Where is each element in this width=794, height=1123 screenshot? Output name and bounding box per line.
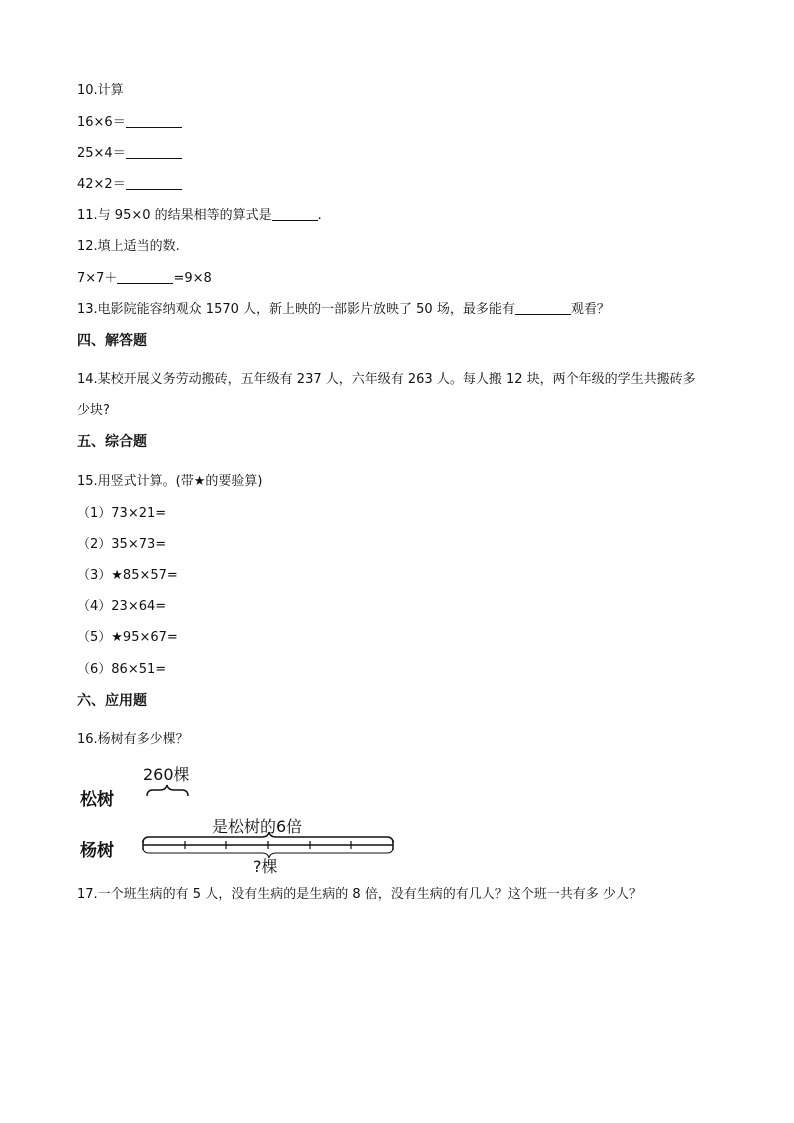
q17: 17.一个班生病的有 5 人，没有生病的是生病的 8 倍，没有生病的有几人？这个班一共有多 少人？: [77, 887, 642, 902]
q10-item-3: [77, 176, 182, 194]
q14-line-1: 14.某校开展义务劳动搬砖，五年级有 237 人，六年级有 263 人。每人搬 12 块，两个年级的学生共搬砖多: [77, 372, 696, 387]
q13-end: 观看？: [570, 302, 610, 317]
q13-text: 13.电影院能容纳观众 1570 人，新上映的一部影片放映了 50 场，最多能有: [77, 302, 515, 317]
q15-title: 15.用竖式计算。(带★的要验算): [77, 474, 263, 489]
diagram-row2-label: 杨树: [80, 841, 114, 861]
q12-title: 12.填上适当的数.: [77, 239, 180, 254]
diagram-top-value: 260棵: [143, 765, 190, 784]
q15-item-5: （5）★95×67=: [77, 630, 178, 645]
q11-end: .: [317, 208, 322, 223]
diagram-row1-label: 松树: [80, 790, 114, 810]
q15-item-4: （4）23×64=: [77, 599, 167, 614]
pine-brace: [147, 785, 188, 796]
answer-blank[interactable]: [126, 176, 182, 190]
q12-right: =9×8: [173, 271, 212, 286]
section-5-heading: 五、综合题: [77, 434, 147, 450]
q13: [77, 301, 610, 319]
section-6-heading: 六、应用题: [77, 693, 147, 709]
q10-expression: 25×4＝: [77, 146, 126, 161]
q10-item-2: [77, 145, 182, 163]
q10-item-1: [77, 114, 182, 132]
q10-expression: 16×6＝: [77, 115, 126, 130]
q16-title: 16.杨树有多少棵？: [77, 732, 189, 747]
q11: [77, 207, 322, 225]
q11-text: 11.与 95×0 的结果相等的算式是: [77, 208, 272, 223]
q12-left: 7×7＋: [77, 271, 118, 286]
q15-item-1: （1）73×21=: [77, 506, 167, 521]
answer-blank[interactable]: [126, 114, 182, 128]
q14-line-2: 少块?: [77, 403, 110, 418]
section-4-heading: 四、解答题: [77, 333, 147, 349]
diagram-bottom-text: ?棵: [253, 857, 278, 876]
q15-item-6: （6）86×51=: [77, 662, 167, 677]
diagram-middle-text: 是松树的6倍: [212, 817, 303, 836]
q10-title: 10.计算: [77, 83, 124, 98]
answer-blank[interactable]: [515, 301, 571, 315]
q10-expression: 42×2＝: [77, 177, 126, 192]
answer-blank[interactable]: [117, 270, 173, 284]
answer-blank[interactable]: [272, 207, 318, 221]
q15-item-3: （3）★85×57=: [77, 568, 178, 583]
q12-equation: [77, 270, 212, 288]
answer-blank[interactable]: [126, 145, 182, 159]
q15-item-2: （2）35×73=: [77, 537, 167, 552]
